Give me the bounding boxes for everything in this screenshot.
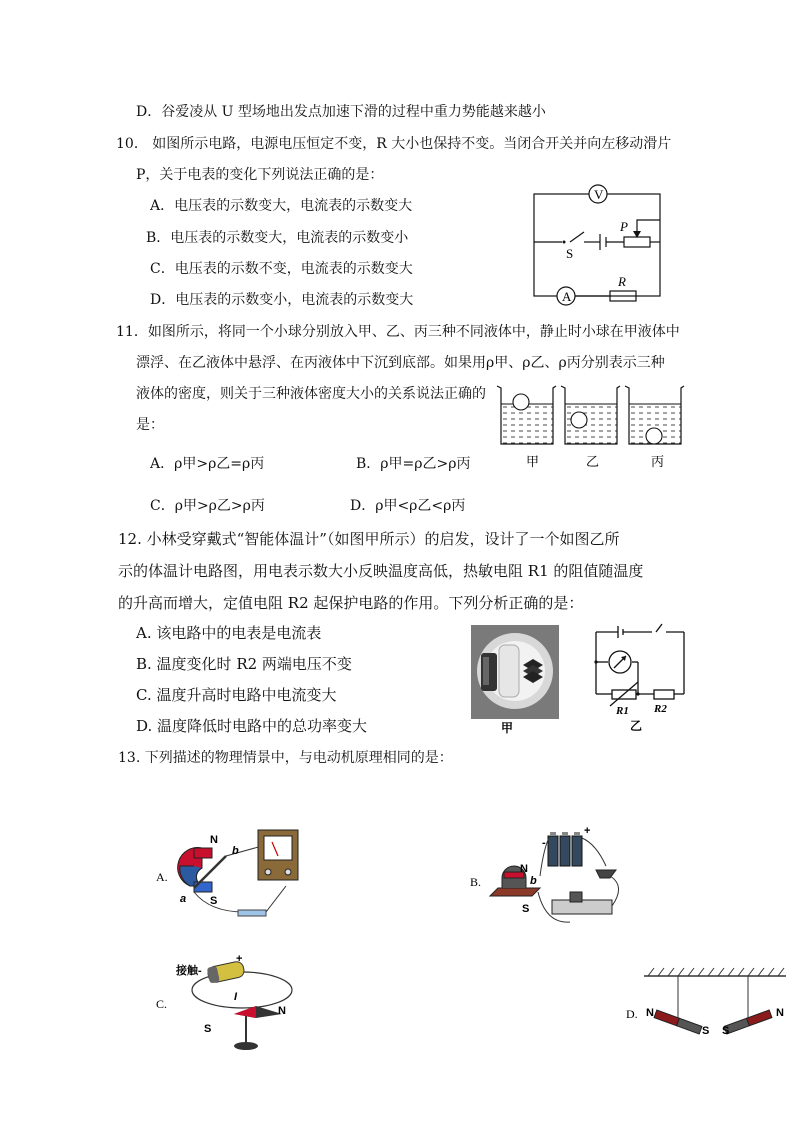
- q10-stem-line2: P，关于电表的变化下列说法正确的是：: [136, 167, 384, 183]
- q12-option-a: A. 该电路中的电表是电流表: [136, 624, 322, 642]
- q13-label-a: A.: [156, 870, 168, 884]
- q11-option-b: B．ρ甲=ρ乙>ρ丙: [356, 456, 471, 472]
- q13d-n1-label: N: [646, 1007, 654, 1019]
- q13-figure-c: [150, 952, 310, 1054]
- q10-option-c: C．电压表的示数不变，电流表的示数变大: [150, 261, 413, 277]
- q10-option-b: B．电压表的示数变大，电流表的示数变小: [146, 230, 409, 246]
- q10-circuit-diagram: [528, 178, 668, 303]
- q13-label-d: D.: [626, 1007, 638, 1021]
- q13a-b-label: b: [232, 845, 239, 857]
- q13c-minus-label: -: [198, 965, 202, 977]
- q10-option-a: A．电压表的示数变大，电流表的示数变大: [150, 198, 413, 214]
- q10-stem-line1: 10． 如图所示电路，电源电压恒定不变，R 大小也保持不变。当闭合开关并向左移动滑片: [116, 136, 672, 152]
- q13c-plus-label: +: [236, 953, 243, 965]
- q11-beaker-label-bing: 丙: [651, 455, 665, 470]
- q12-fig-label-jia: 甲: [501, 721, 514, 735]
- q12-stem-line3: 的升高而增大，定值电阻 R2 起保护电路的作用。下列分析正确的是：: [118, 594, 584, 612]
- q12-option-d: D. 温度降低时电路中的总功率变大: [136, 717, 368, 735]
- q12-stem-line2: 示的体温计电路图，用电表示数大小反映温度高低，热敏电阻 R1 的阻值随温度: [118, 562, 644, 580]
- q12-r2-label: R2: [654, 703, 667, 715]
- q13b-n-label: N: [520, 863, 528, 875]
- q13c-i-label: I: [234, 991, 238, 1003]
- q10-resistor-label: R: [618, 274, 626, 289]
- q11-beaker-label-jia: 甲: [526, 455, 540, 470]
- q13-label-b: B.: [470, 875, 482, 889]
- q12-thermometer-photo: [471, 625, 559, 733]
- q13a-a-label: a: [180, 893, 187, 905]
- q11-stem-line2: 漂浮、在乙液体中悬浮、在丙液体中下沉到底部。如果用ρ甲、ρ乙、ρ丙分别表示三种: [136, 355, 665, 371]
- q13c-contact-label: 接触: [176, 965, 198, 977]
- q11-stem-line4: 是：: [136, 417, 164, 433]
- q13a-n-label: N: [210, 834, 218, 846]
- q13d-s1-label: S: [702, 1025, 710, 1037]
- q13-label-c: C.: [156, 997, 168, 1011]
- q13-figure-a: [150, 826, 300, 922]
- q13b-minus-label: -: [542, 837, 546, 849]
- q11-option-c: C．ρ甲>ρ乙>ρ丙: [150, 498, 265, 514]
- q12-option-b: B. 温度变化时 R2 两端电压不变: [136, 655, 352, 673]
- q13-stem: 13. 下列描述的物理情景中，与电动机原理相同的是：: [118, 750, 453, 766]
- q12-r1-label: R1: [616, 705, 629, 717]
- q10-slider-label: P: [620, 219, 628, 234]
- q12-thermometer-circuit: [590, 622, 690, 734]
- q10-voltmeter-label: V: [594, 187, 604, 202]
- q12-option-c: C. 温度升高时电路中电流变大: [136, 686, 337, 704]
- q11-stem-line1: 11．如图所示，将同一个小球分别放入甲、乙、丙三种不同液体中，静止时小球在甲液体中: [116, 324, 680, 340]
- q11-option-a: A．ρ甲>ρ乙=ρ丙: [150, 456, 265, 472]
- q13b-s-label: S: [522, 903, 530, 915]
- q13-figure-b: [466, 826, 632, 932]
- q13b-b-label: b: [530, 875, 537, 887]
- q13d-s2-label: S: [722, 1025, 730, 1037]
- q9-option-d: D．谷爱凌从 U 型场地出发点加速下滑的过程中重力势能越来越小: [136, 104, 546, 120]
- q11-beakers-figure: [494, 380, 686, 472]
- q13b-plus-label: +: [584, 825, 591, 837]
- q11-beaker-label-yi: 乙: [586, 455, 600, 470]
- q10-switch-label: S: [566, 246, 574, 261]
- q11-stem-line3: 液体的密度，则关于三种液体密度大小的关系说法正确的: [136, 386, 486, 402]
- q13c-n-label: N: [278, 1005, 286, 1017]
- q13a-s-label: S: [210, 895, 218, 907]
- q12-fig-label-yi: 乙: [630, 719, 643, 733]
- q13d-n2-label: N: [776, 1007, 784, 1019]
- q12-stem-line1: 12. 小林受穿戴式“智能体温计”（如图甲所示）的启发，设计了一个如图乙所: [118, 530, 620, 548]
- q10-option-d: D．电压表的示数变小，电流表的示数变大: [150, 292, 414, 308]
- q13-figure-d: [622, 966, 792, 1052]
- q11-option-d: D．ρ甲<ρ乙<ρ丙: [350, 498, 466, 514]
- q13c-s-label: S: [204, 1023, 212, 1035]
- q10-ammeter-label: A: [562, 289, 572, 304]
